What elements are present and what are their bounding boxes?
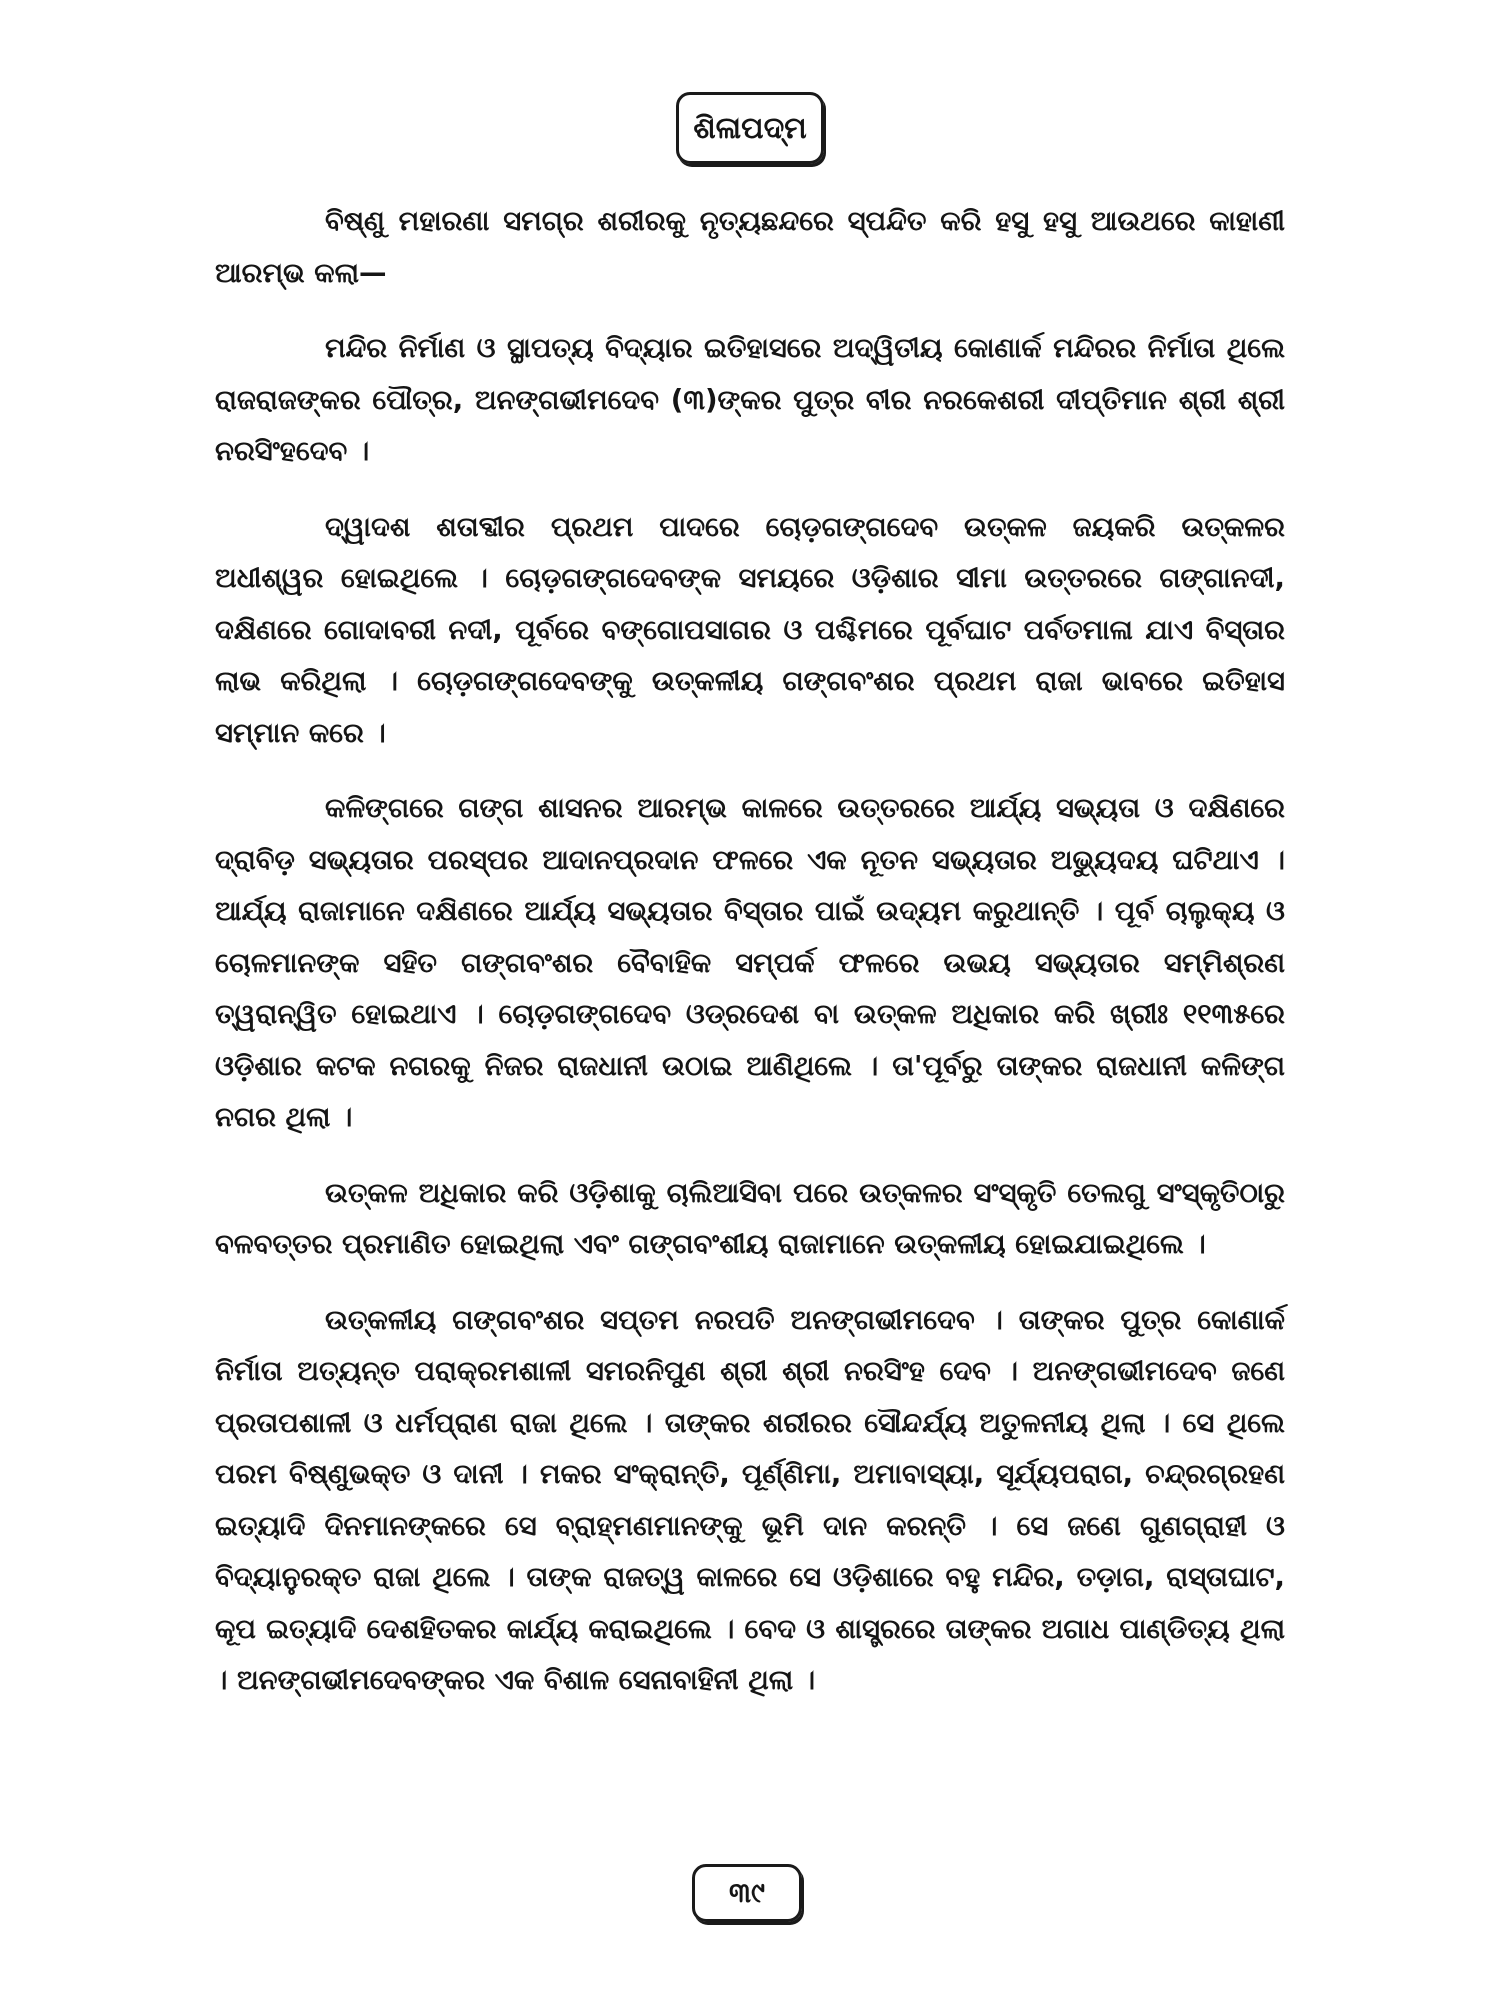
body-text [215,196,1285,1731]
paragraph: ଦ୍ୱାଦଶ ଶତାବ୍ଦୀର ପ୍ରଥମ ପାଦରେ ଚୋଡ଼ଗଙ୍ଗଦେବ ଉତ୍କଳ ଜୟକରି ଉତ୍କଳର ଅଧୀଶ୍ୱର ହୋଇଥିଲେ । ଚୋଡ଼ଗଙ୍ଗଦେବଙ୍କ ସମୟରେ ଓଡ଼ିଶାର ସୀମା ଉତ୍ତରରେ ଗଙ୍ଗାନଦୀ, ଦକ୍ଷିଣରେ ଗୋଦାବରୀ ନଦୀ, ପୂର୍ବରେ ବଙ୍ଗୋପସାଗର ଓ ପଶ୍ଚିମରେ ପୂର୍ବଘାଟ ପର୍ବତମାଳା ଯାଏ ବିସ୍ତାର ଲାଭ କରିଥିଲା । ଚୋଡ଼ଗଙ୍ଗଦେବଙ୍କୁ ଉତ୍କଳୀୟ ଗଙ୍ଗବଂଶର ପ୍ରଥମ ରାଜା ଭାବରେ ଇତିହାସ ସମ୍ମାନ କରେ । [215,510,1285,749]
paragraph: ମନ୍ଦିର ନିର୍ମାଣ ଓ ସ୍ଥାପତ୍ୟ ବିଦ୍ୟାର ଇତିହାସରେ ଅଦ୍ୱିତୀୟ କୋଣାର୍କ ମନ୍ଦିରର ନିର୍ମାତା ଥିଲେ ରାଜରାଜଙ୍କର ପୌତ୍ର, ଅନଙ୍ଗଭୀମଦେବ (୩)ଙ୍କର ପୁତ୍ର ବୀର ନରକେଶରୀ ଦୀପ୍ତିମାନ ଶ୍ରୀ ଶ୍ରୀ ନରସିଂହଦେବ । [215,332,1285,467]
paragraph: କଳିଙ୍ଗରେ ଗଙ୍ଗ ଶାସନର ଆରମ୍ଭ କାଳରେ ଉତ୍ତରରେ ଆର୍ଯ୍ୟ ସଭ୍ୟତା ଓ ଦକ୍ଷିଣରେ ଦ୍ରାବିଡ଼ ସଭ୍ୟତାର ପରସ୍ପର ଆଦାନପ୍ରଦାନ ଫଳରେ ଏକ ନୂତନ ସଭ୍ୟତାର ଅଭ୍ୟୁଦୟ ଘଟିଥାଏ । ଆର୍ଯ୍ୟ ରାଜାମାନେ ଦକ୍ଷିଣରେ ଆର୍ଯ୍ୟ ସଭ୍ୟତାର ବିସ୍ତାର ପାଇଁ ଉଦ୍ୟମ କରୁଥାନ୍ତି । ପୂର୍ବ ଚାଲୁକ୍ୟ ଓ ଚୋଳମାନଙ୍କ ସହିତ ଗଙ୍ଗବଂଶର ବୈବାହିକ ସମ୍ପର୍କ ଫଳରେ ଉଭୟ ସଭ୍ୟତାର ସମ୍ମିଶ୍ରଣ ତ୍ୱରାନ୍ୱିତ ହୋଇଥାଏ । ଚୋଡ଼ଗଙ୍ଗଦେବ ଓଡ୍ରଦେଶ ବା ଉତ୍କଳ ଅଧିକାର କରି ଖ୍ରୀଃ ୧୧୩୫ରେ ଓଡ଼ିଶାର କଟକ ନଗରକୁ ନିଜର ରାଜଧାନୀ ଉଠାଇ ଆଣିଥିଲେ । ତା'ପୂର୍ବରୁ ତାଙ୍କର ରାଜଧାନୀ କଳିଙ୍ଗ ନଗର ଥିଲା । [215,792,1285,1133]
paragraph: ଉତ୍କଳୀୟ ଗଙ୍ଗବଂଶର ସପ୍ତମ ନରପତି ଅନଙ୍ଗଭୀମଦେବ । ତାଙ୍କର ପୁତ୍ର କୋଣାର୍କ ନିର୍ମାତା ଅତ୍ୟନ୍ତ ପରାକ୍ରମଶାଳୀ ସମରନିପୁଣ ଶ୍ରୀ ଶ୍ରୀ ନରସିଂହ ଦେବ । ଅନଙ୍ଗଭୀମଦେବ ଜଣେ ପ୍ରତାପଶାଳୀ ଓ ଧର୍ମପ୍ରାଣ ରାଜା ଥିଲେ । ତାଙ୍କର ଶରୀରର ସୌନ୍ଦର୍ଯ୍ୟ ଅତୁଳନୀୟ ଥିଲା । ସେ ଥିଲେ ପରମ ବିଷ୍ଣୁଭକ୍ତ ଓ ଦାନୀ । ମକର ସଂକ୍ରାନ୍ତି, ପୂର୍ଣ୍ଣିମା, ଅମାବାସ୍ୟା, ସୂର୍ଯ୍ୟପରାଗ, ଚନ୍ଦ୍ରଗ୍ରହଣ ଇତ୍ୟାଦି ଦିନମାନଙ୍କରେ ସେ ବ୍ରାହ୍ମଣମାନଙ୍କୁ ଭୂମି ଦାନ କରନ୍ତି । ସେ ଜଣେ ଗୁଣଗ୍ରାହୀ ଓ ବିଦ୍ୟାନୁରକ୍ତ ରାଜା ଥିଲେ । ତାଙ୍କ ରାଜତ୍ୱ କାଳରେ ସେ ଓଡ଼ିଶାରେ ବହୁ ମନ୍ଦିର, ତଡ଼ାଗ, ରାସ୍ତାଘାଟ, କୂପ ଇତ୍ୟାଦି ଦେଶହିତକର କାର୍ଯ୍ୟ କରାଇଥିଲେ । ବେଦ ଓ ଶାସ୍ତ୍ରରେ ତାଙ୍କର ଅଗାଧ ପାଣ୍ଡିତ୍ୟ ଥିଲା । ଅନଙ୍ଗଭୀମଦେବଙ୍କର ଏକ ବିଶାଳ ସେନାବାହିନୀ ଥିଲା । [215,1303,1285,1696]
paragraph: ଉତ୍କଳ ଅଧିକାର କରି ଓଡ଼ିଶାକୁ ଚାଲିଆସିବା ପରେ ଉତ୍କଳର ସଂସ୍କୃତି ତେଲଗୁ ସଂସ୍କୃତିଠାରୁ ବଳବତ୍ତର ପ୍ରମାଣିତ ହୋଇଥିଲା ଏବଂ ଗଙ୍ଗବଂଶୀୟ ରାଜାମାନେ ଉତ୍କଳୀୟ ହୋଇଯାଇଥିଲେ । [215,1176,1285,1260]
paragraph: ବିଷ୍ଣୁ ମହାରଣା ସମଗ୍ର ଶରୀରକୁ ନୃତ୍ୟଛନ୍ଦରେ ସ୍ପନ୍ଦିତ କରି ହସୁ ହସୁ ଆଉଥରେ କାହାଣୀ ଆରମ୍ଭ କଲା— [215,205,1285,289]
page-title: ଶିଳାପଦ୍ମ [676,92,824,164]
page-number: ୩୯ [692,1864,802,1922]
